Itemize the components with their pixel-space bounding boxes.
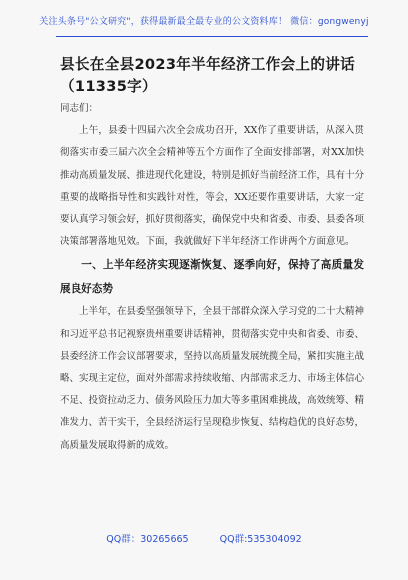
footer-contacts (0, 531, 408, 545)
footer-qq-group-2: QQ群:535304092 (219, 534, 302, 545)
section-heading-1: 一、上半年经济实现逐渐恢复、逐季向好，保持了高质量发展良好态势 (60, 259, 364, 296)
footer-qq-group-1: QQ群：30265665 (106, 534, 189, 545)
document-title: 县长在全县2023年半年经济工作会上的讲话（11335字） (60, 56, 356, 95)
header-note: 关注头条号"公文研究"，获得最新最全最专业的公文资料库！ 微信：gongwenyj (39, 17, 369, 27)
document-body (60, 98, 364, 457)
salutation: 同志们： (60, 103, 99, 114)
paragraph-intro: 上午，县委十四届六次全会成功召开，XX作了重要讲话，从深入贯彻落实市委三届六次全会精神等五个方面作了全面安排部署，对XX加快推动高质量发展、推进现代化建设，特别是抓好当前经济工作，具有十分重要的战略指导性和实践针对性，等会，XX还要作重要讲话，大家一定要认真学习领会好，抓好贯彻落实，确保党中央和省委、市委、县委各项决策部署落地见效。下面，我就做好下半年经济工作讲两个方面意见。 (60, 125, 365, 248)
header-divider (56, 36, 368, 37)
paragraph-section-1: 上半年，在县委坚强领导下，全县干部群众深入学习党的二十大精神和习近平总书记视察贵州重要讲话精神，贯彻落实党中央和省委、市委、县委经济工作会议部署要求，坚持以高质量发展统揽全局，紧扣实施主战略、实现主定位，面对外部需求持续收缩、内部需求乏力、市场主体信心不足、投资拉动乏力、债务风险压力加大等多重困难挑战，高效统筹、精准发力、苦干实干，全县经济运行呈现稳步恢复、结构趋优的良好态势，高质量发展取得新的成效。 (60, 306, 365, 451)
